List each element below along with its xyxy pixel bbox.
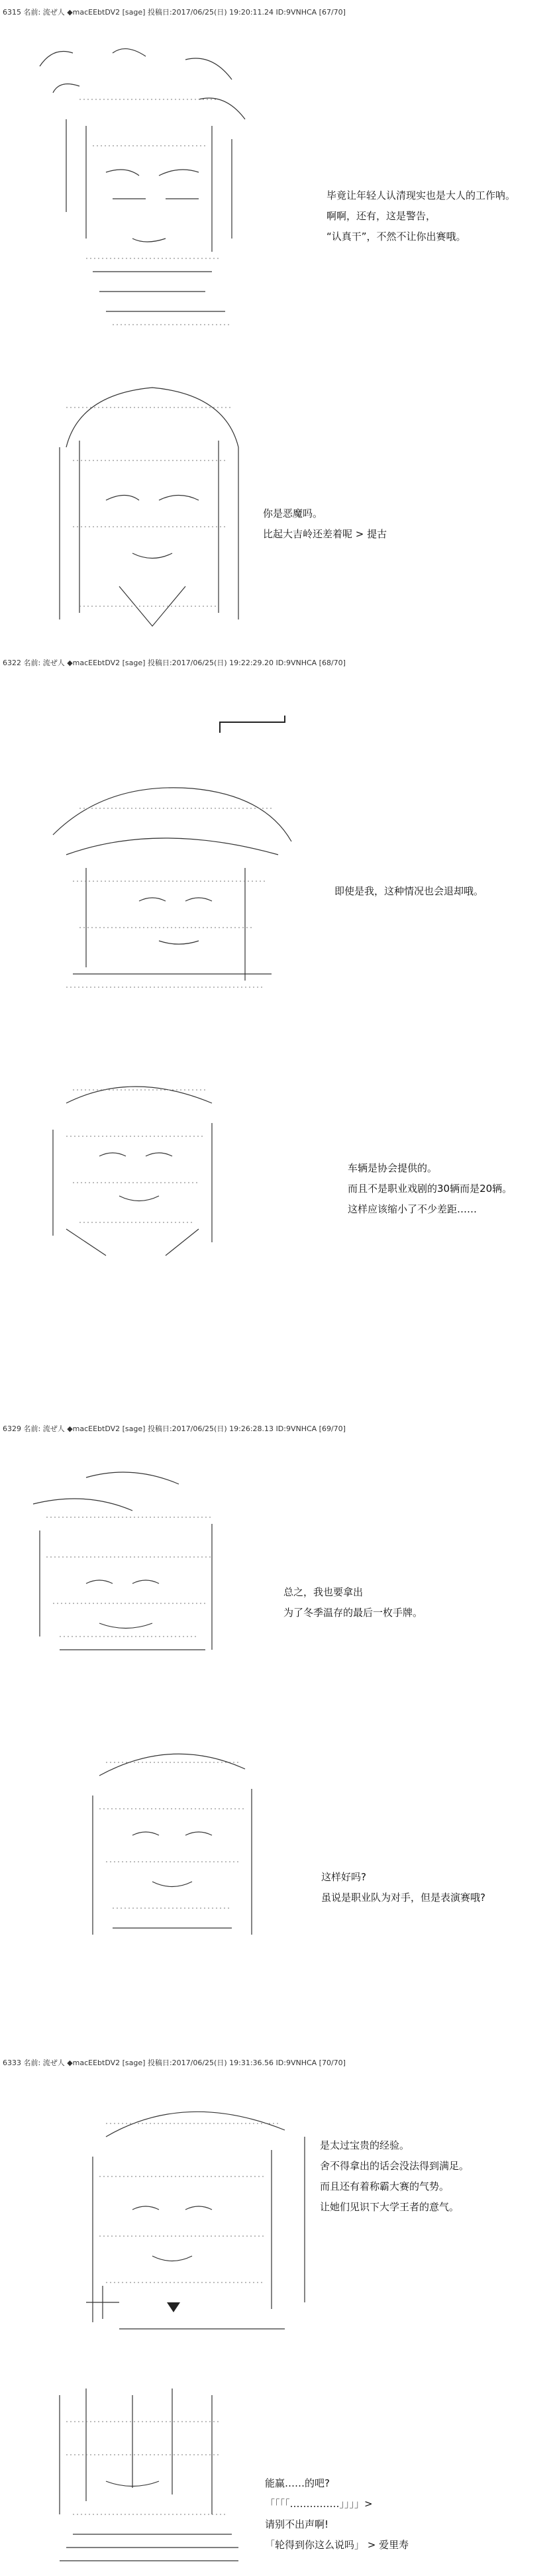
- dialogue-block: [283, 1582, 423, 1623]
- ascii-art-figure: [40, 368, 258, 639]
- corner-bracket-mark: [219, 714, 291, 737]
- dialogue-line: 而且不是职业戏剧的30辆而是20辆。: [348, 1183, 513, 1195]
- dialogue-line: 即使是我，这种情况也会退却哦。: [334, 885, 484, 897]
- dialogue-line: 「轮得到你这么说吗」 > 爱里寿: [265, 2539, 409, 2551]
- dialogue-block: [327, 186, 515, 247]
- ascii-art-figure: [13, 40, 291, 345]
- dialogue-line: 比起大吉岭还差着呢 > 提古: [263, 528, 387, 540]
- post-header: 6322 名前: 流ぜ人 ◆macEEbtDV2 [sage] 投稿日:2017/06/25(日) 19:22:29.20 ID:9VNHCA [68/70]: [3, 659, 346, 667]
- dialogue-block: [265, 2473, 409, 2555]
- post-header: 6329 名前: 流ぜ人 ◆macEEbtDV2 [sage] 投稿日:2017/06/25(日) 19:26:28.13 ID:9VNHCA [69/70]: [3, 1424, 346, 1433]
- dialogue-line: 车辆是协会提供的。: [348, 1162, 438, 1174]
- dialogue-line: 总之，我也要拿出: [283, 1586, 364, 1598]
- dialogue-line: 为了冬季温存的最后一枚手牌。: [283, 1607, 423, 1619]
- post-header: 6315 名前: 流ぜ人 ◆macEEbtDV2 [sage] 投稿日:2017/06/25(日) 19:20:11.24 ID:9VNHCA [67/70]: [3, 8, 346, 17]
- dialogue-line: 这样应该缩小了不少差距……: [348, 1203, 478, 1215]
- dialogue-block: [321, 1867, 485, 1908]
- dialogue-line: 舍不得拿出的话会没法得到满足。: [320, 2160, 470, 2172]
- ascii-art-figure: [26, 1063, 238, 1262]
- ascii-art-figure: [33, 2382, 252, 2574]
- dialogue-line: 这样好吗?: [321, 1871, 366, 1883]
- ascii-art-figure: [26, 769, 305, 1000]
- dialogue-line: 而且还有着称霸大赛的气势。: [320, 2180, 450, 2192]
- dialogue-block: [348, 1158, 512, 1220]
- ascii-art-figure: [73, 1736, 272, 1948]
- dialogue-line: 毕竟让年轻人认清现实也是大人的工作呐。: [327, 189, 516, 201]
- dialogue-line: 请别不出声啊!: [265, 2518, 329, 2530]
- dialogue-line: 你是恶魔吗。: [263, 508, 323, 519]
- dialogue-block: [334, 881, 483, 902]
- dialogue-line: 啊啊，还有，这是警告，: [327, 210, 436, 222]
- dialogue-line: 是太过宝贵的经验。: [320, 2139, 410, 2151]
- dialogue-line: 「「「「……………」」」」>: [265, 2498, 373, 2510]
- dialogue-line: 能赢……的吧?: [265, 2477, 330, 2489]
- dialogue-line: 让她们见识下大学王者的意气。: [320, 2201, 460, 2213]
- ascii-art-figure: [66, 2084, 325, 2342]
- post-header: 6333 名前: 流ぜ人 ◆macEEbtDV2 [sage] 投稿日:2017/06/25(日) 19:31:36.56 ID:9VNHCA [70/70]: [3, 2059, 346, 2067]
- ascii-art-figure: [20, 1464, 238, 1663]
- dialogue-block: [320, 2135, 469, 2218]
- dialogue-line: “认真干”，不然不让你出赛哦。: [327, 231, 466, 242]
- dialogue-line: 虽说是职业队为对手，但是表演赛哦?: [321, 1892, 485, 1904]
- dialogue-block: [263, 504, 387, 545]
